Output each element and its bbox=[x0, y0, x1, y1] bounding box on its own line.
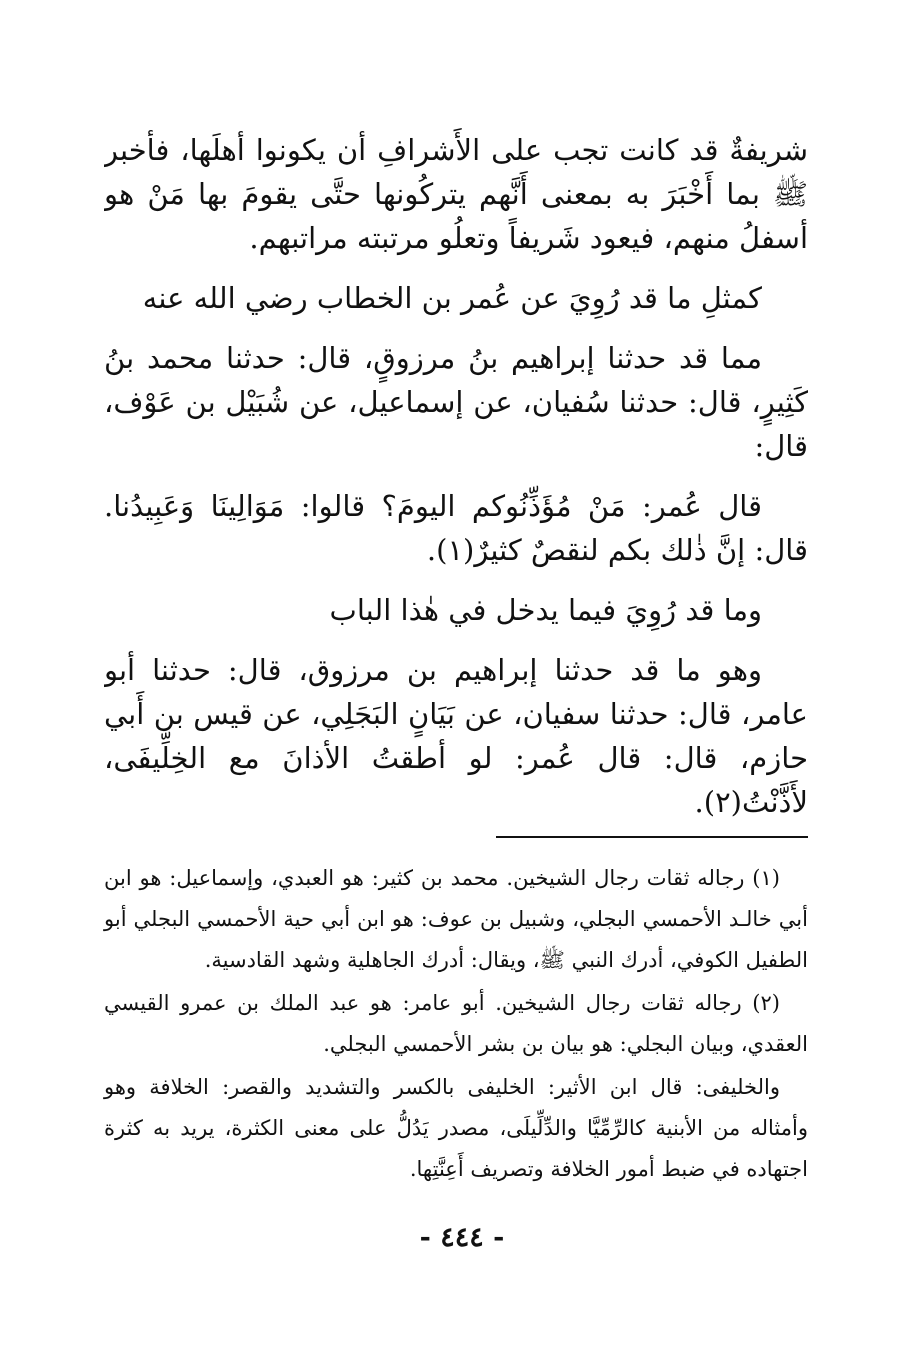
isnad-paragraph-1: مما قد حدثنا إبراهيم بنُ مرزوقٍ، قال: حدثنا محمد بنُ كَثِيرٍ، قال: حدثنا سُفيان، عن إسماعيل، عن شُبَيْل بن عَوْف، قال: bbox=[104, 341, 808, 463]
hadith-paragraph-1: قال عُمر: مَنْ مُؤَذِّنُوكم اليومَ؟ قالوا: مَوَالِينَا وَعَبِيدُنا. قال: إنَّ ذٰلك بكم لنقصٌ كثيرٌ(١). bbox=[104, 489, 808, 567]
footnote-divider bbox=[496, 836, 808, 838]
section-heading-bab: وما قد رُوِيَ فيما يدخل في هٰذا الباب bbox=[329, 593, 762, 627]
chapter-heading-umar: كمثلِ ما قد رُوِيَ عن عُمر بن الخطاب رضي الله عنه bbox=[142, 281, 762, 315]
hadith-paragraph-2: وهو ما قد حدثنا إبراهيم بن مرزوق، قال: حدثنا أبو عامر، قال: حدثنا سفيان، عن بَيَانٍ البَجَلِي، عن قيس بن أَبي حازم، قال: قال عُمر: لو أطقتُ الأذانَ مع الخِلِّيفَى، لأَذَّنْتُ(٢). bbox=[104, 653, 808, 819]
footnotes bbox=[104, 858, 808, 1190]
main-text bbox=[104, 128, 808, 830]
footnote-2-gloss: والخليفى: قال ابن الأثير: الخليفى بالكسر والتشديد والقصر: الخلافة وهو وأمثاله من الأبنية كالرِّمِّيَّا والدِّلِّيلَى، مصدر يَدُلُّ على معنى الكثرة، يريد به كثرة اجتهاده في ضبط أمور الخلافة وتصريف أَعِنَّتِها. bbox=[104, 1075, 808, 1181]
footnote-1: (١) رجاله ثقات رجال الشيخين. محمد بن كثير: هو العبدي، وإسماعيل: هو ابن أبي خالـد الأحمسي البجلي، وشبيل بن عوف: هو ابن أبي حية الأحمسي البجلي أبو الطفيل الكوفي، أدرك النبي ﷺ، ويقال: أدرك الجاهلية وشهد القادسية. bbox=[104, 866, 808, 972]
paragraph-continuation: شريفةٌ قد كانت تجب على الأَشرافِ أن يكونوا أهلَها، فأخبر ﷺ بما أَخْبَرَ به بمعنى أَنَّهم يتركُونها حتَّى يقومَ بها مَنْ هو أسفلُ منهم، فيعود شَريفاً وتعلُو مرتبته مراتبهم. bbox=[104, 133, 808, 255]
page-number: - ٤٤٤ - bbox=[419, 1222, 505, 1253]
footnote-2: (٢) رجاله ثقات رجال الشيخين. أبو عامر: هو عبد الملك بن عمرو القيسي العقدي، وبيان البجلي: هو بيان بن بشر الأحمسي البجلي. bbox=[104, 991, 808, 1056]
